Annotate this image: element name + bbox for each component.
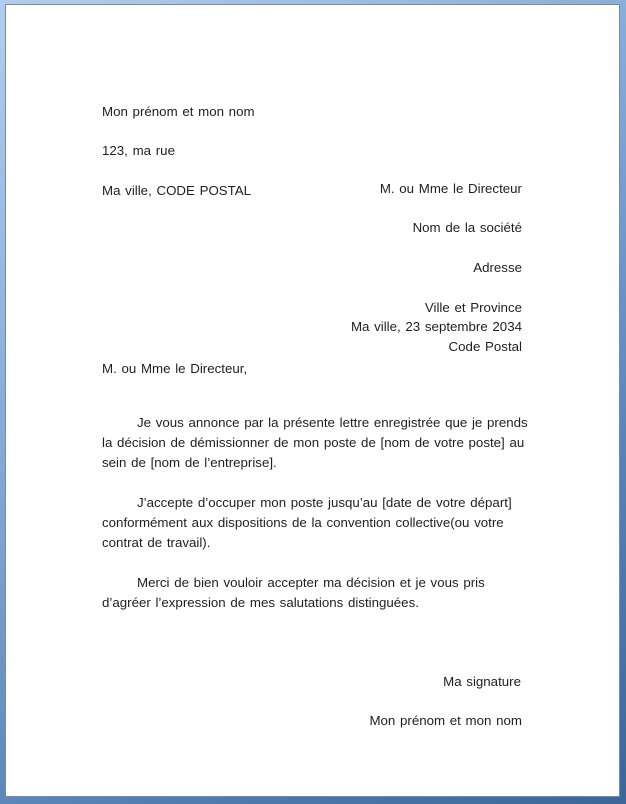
sender-address-block [102,82,255,221]
sender-city-line: Ma ville, CODE POSTAL [102,182,252,198]
signature-label: Ma signature [443,674,521,689]
date-line: Ma ville, 23 septembre 2034 [350,319,522,334]
letter-page [5,4,620,797]
body-paragraph-2: J’accepte d’occuper mon poste jusqu’au [date de votre départ] conformément aux dispositions de la convention collective(ou votre contrat de travail). [102,495,512,550]
recipient-postal-line: Code Postal [448,339,522,355]
body-paragraph-3: Merci de bien vouloir accepter ma décision et je vous pris d’agréer l’expression de mes salutations distinguées. [102,575,485,610]
signature-name: Mon prénom et mon nom [369,713,522,728]
recipient-street-line: Adresse [473,259,522,275]
sender-name-line: Mon prénom et mon nom [102,103,255,119]
sender-street-line: 123, ma rue [102,143,175,159]
recipient-company-line: Nom de la société [412,220,522,236]
recipient-city-line: Ville et Province [424,299,522,315]
body-paragraph-1: Je vous annonce par la présente lettre enregistrée que je prends la décision de démissionner de mon poste de [nom de votre poste] au sein de [nom de l’entreprise]. [102,415,528,470]
recipient-title-line: M. ou Mme le Directeur [379,180,522,196]
salutation: M. ou Mme le Directeur, [102,361,248,376]
recipient-address-block [380,159,522,377]
